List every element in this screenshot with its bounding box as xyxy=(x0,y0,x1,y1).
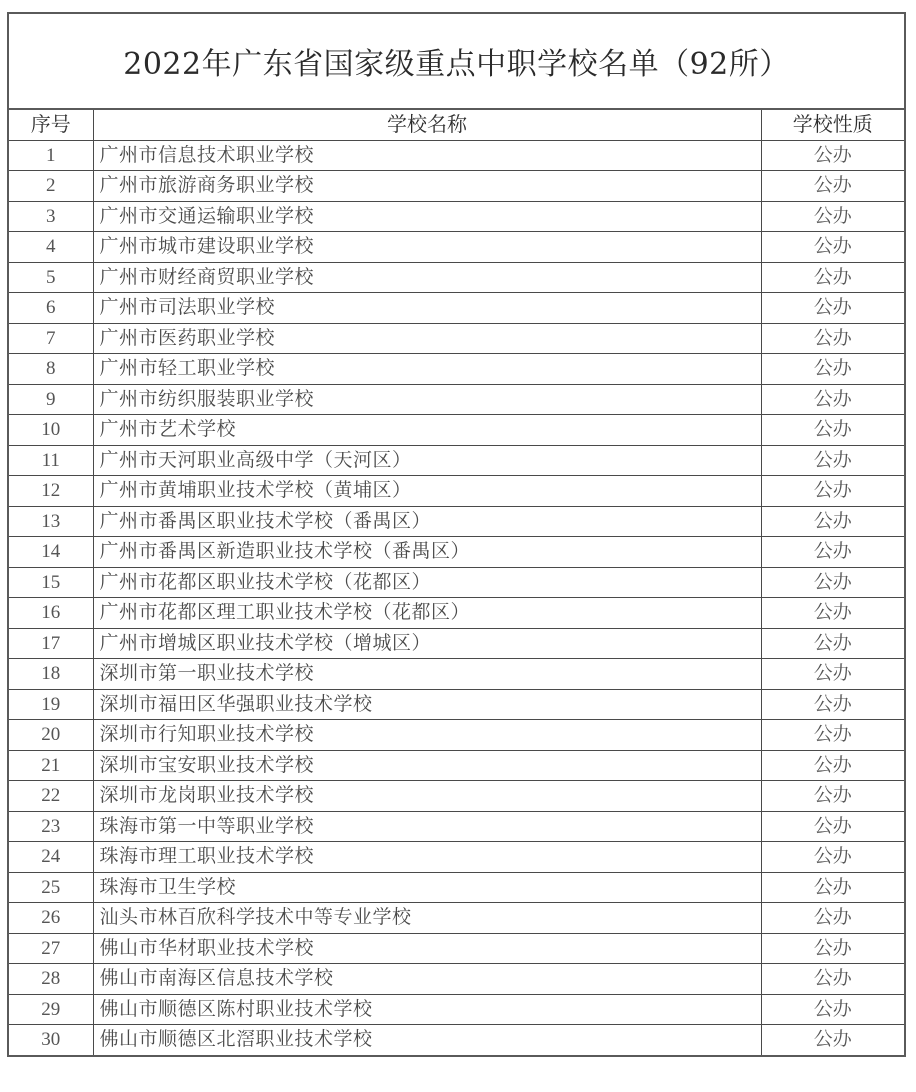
table-row xyxy=(9,140,904,171)
row-index: 30 xyxy=(9,1025,93,1055)
table-row xyxy=(9,445,904,476)
row-index: 14 xyxy=(9,537,93,568)
row-index: 21 xyxy=(9,750,93,781)
table-row xyxy=(9,689,904,720)
row-index: 23 xyxy=(9,811,93,842)
table-row xyxy=(9,384,904,415)
school-name: 深圳市福田区华强职业技术学校 xyxy=(93,689,761,720)
table-row xyxy=(9,842,904,873)
row-index: 6 xyxy=(9,293,93,324)
school-type: 公办 xyxy=(761,262,904,293)
table-row xyxy=(9,598,904,629)
row-index: 2 xyxy=(9,171,93,202)
school-name: 广州市城市建设职业学校 xyxy=(93,232,761,263)
school-name: 广州市天河职业高级中学（天河区） xyxy=(93,445,761,476)
school-name: 深圳市宝安职业技术学校 xyxy=(93,750,761,781)
school-type: 公办 xyxy=(761,781,904,812)
school-type: 公办 xyxy=(761,293,904,324)
table-row xyxy=(9,323,904,354)
school-name: 广州市交通运输职业学校 xyxy=(93,201,761,232)
school-name: 广州市番禺区新造职业技术学校（番禺区） xyxy=(93,537,761,568)
school-type: 公办 xyxy=(761,689,904,720)
school-name: 广州市黄埔职业技术学校（黄埔区） xyxy=(93,476,761,507)
school-name: 珠海市第一中等职业学校 xyxy=(93,811,761,842)
school-name: 佛山市顺德区北滘职业技术学校 xyxy=(93,1025,761,1055)
table-row xyxy=(9,171,904,202)
school-table xyxy=(9,110,904,1055)
school-name: 珠海市理工职业技术学校 xyxy=(93,842,761,873)
school-type: 公办 xyxy=(761,476,904,507)
table-row xyxy=(9,537,904,568)
school-name: 深圳市龙岗职业技术学校 xyxy=(93,781,761,812)
school-name: 广州市增城区职业技术学校（增城区） xyxy=(93,628,761,659)
table-row xyxy=(9,415,904,446)
school-type: 公办 xyxy=(761,720,904,751)
school-type: 公办 xyxy=(761,445,904,476)
school-type: 公办 xyxy=(761,933,904,964)
row-index: 27 xyxy=(9,933,93,964)
school-name: 深圳市第一职业技术学校 xyxy=(93,659,761,690)
row-index: 24 xyxy=(9,842,93,873)
table-row xyxy=(9,933,904,964)
school-type: 公办 xyxy=(761,964,904,995)
school-name: 广州市旅游商务职业学校 xyxy=(93,171,761,202)
school-type: 公办 xyxy=(761,659,904,690)
school-name: 广州市司法职业学校 xyxy=(93,293,761,324)
row-index: 29 xyxy=(9,994,93,1025)
row-index: 1 xyxy=(9,140,93,171)
row-index: 13 xyxy=(9,506,93,537)
table-row xyxy=(9,201,904,232)
school-type: 公办 xyxy=(761,354,904,385)
row-index: 3 xyxy=(9,201,93,232)
school-type: 公办 xyxy=(761,750,904,781)
row-index: 8 xyxy=(9,354,93,385)
school-list-sheet xyxy=(7,12,906,1057)
school-name: 佛山市华材职业技术学校 xyxy=(93,933,761,964)
school-name: 佛山市顺德区陈村职业技术学校 xyxy=(93,994,761,1025)
school-name: 广州市花都区理工职业技术学校（花都区） xyxy=(93,598,761,629)
table-row xyxy=(9,354,904,385)
school-name: 广州市艺术学校 xyxy=(93,415,761,446)
school-type: 公办 xyxy=(761,506,904,537)
school-type: 公办 xyxy=(761,903,904,934)
school-type: 公办 xyxy=(761,872,904,903)
table-row xyxy=(9,994,904,1025)
row-index: 15 xyxy=(9,567,93,598)
row-index: 7 xyxy=(9,323,93,354)
school-name: 广州市纺织服装职业学校 xyxy=(93,384,761,415)
table-row xyxy=(9,293,904,324)
school-name: 深圳市行知职业技术学校 xyxy=(93,720,761,751)
table-row xyxy=(9,567,904,598)
column-header-index: 序号 xyxy=(9,110,93,140)
school-type: 公办 xyxy=(761,201,904,232)
row-index: 16 xyxy=(9,598,93,629)
school-name: 广州市信息技术职业学校 xyxy=(93,140,761,171)
school-name: 汕头市林百欣科学技术中等专业学校 xyxy=(93,903,761,934)
table-row xyxy=(9,1025,904,1055)
school-type: 公办 xyxy=(761,994,904,1025)
table-row xyxy=(9,750,904,781)
row-index: 25 xyxy=(9,872,93,903)
row-index: 26 xyxy=(9,903,93,934)
table-row xyxy=(9,659,904,690)
school-name: 广州市花都区职业技术学校（花都区） xyxy=(93,567,761,598)
school-type: 公办 xyxy=(761,232,904,263)
school-type: 公办 xyxy=(761,537,904,568)
row-index: 11 xyxy=(9,445,93,476)
table-row xyxy=(9,964,904,995)
school-type: 公办 xyxy=(761,323,904,354)
school-name: 佛山市南海区信息技术学校 xyxy=(93,964,761,995)
row-index: 9 xyxy=(9,384,93,415)
table-row xyxy=(9,628,904,659)
column-header-name: 学校名称 xyxy=(93,110,761,140)
school-type: 公办 xyxy=(761,598,904,629)
row-index: 20 xyxy=(9,720,93,751)
row-index: 19 xyxy=(9,689,93,720)
school-name: 广州市财经商贸职业学校 xyxy=(93,262,761,293)
school-type: 公办 xyxy=(761,171,904,202)
row-index: 4 xyxy=(9,232,93,263)
document-title: 2022年广东省国家级重点中职学校名单（92所） xyxy=(9,14,904,110)
school-type: 公办 xyxy=(761,415,904,446)
row-index: 28 xyxy=(9,964,93,995)
school-name: 珠海市卫生学校 xyxy=(93,872,761,903)
school-name: 广州市轻工职业学校 xyxy=(93,354,761,385)
school-type: 公办 xyxy=(761,811,904,842)
school-type: 公办 xyxy=(761,567,904,598)
table-row xyxy=(9,262,904,293)
row-index: 10 xyxy=(9,415,93,446)
row-index: 5 xyxy=(9,262,93,293)
row-index: 22 xyxy=(9,781,93,812)
row-index: 12 xyxy=(9,476,93,507)
school-type: 公办 xyxy=(761,628,904,659)
table-header-row xyxy=(9,110,904,140)
school-name: 广州市医药职业学校 xyxy=(93,323,761,354)
table-row xyxy=(9,872,904,903)
table-row xyxy=(9,720,904,751)
school-type: 公办 xyxy=(761,140,904,171)
row-index: 17 xyxy=(9,628,93,659)
table-row xyxy=(9,232,904,263)
table-row xyxy=(9,781,904,812)
school-name: 广州市番禺区职业技术学校（番禺区） xyxy=(93,506,761,537)
table-row xyxy=(9,476,904,507)
school-type: 公办 xyxy=(761,842,904,873)
column-header-type: 学校性质 xyxy=(761,110,904,140)
row-index: 18 xyxy=(9,659,93,690)
table-row xyxy=(9,811,904,842)
school-type: 公办 xyxy=(761,384,904,415)
school-type: 公办 xyxy=(761,1025,904,1055)
table-row xyxy=(9,903,904,934)
table-row xyxy=(9,506,904,537)
